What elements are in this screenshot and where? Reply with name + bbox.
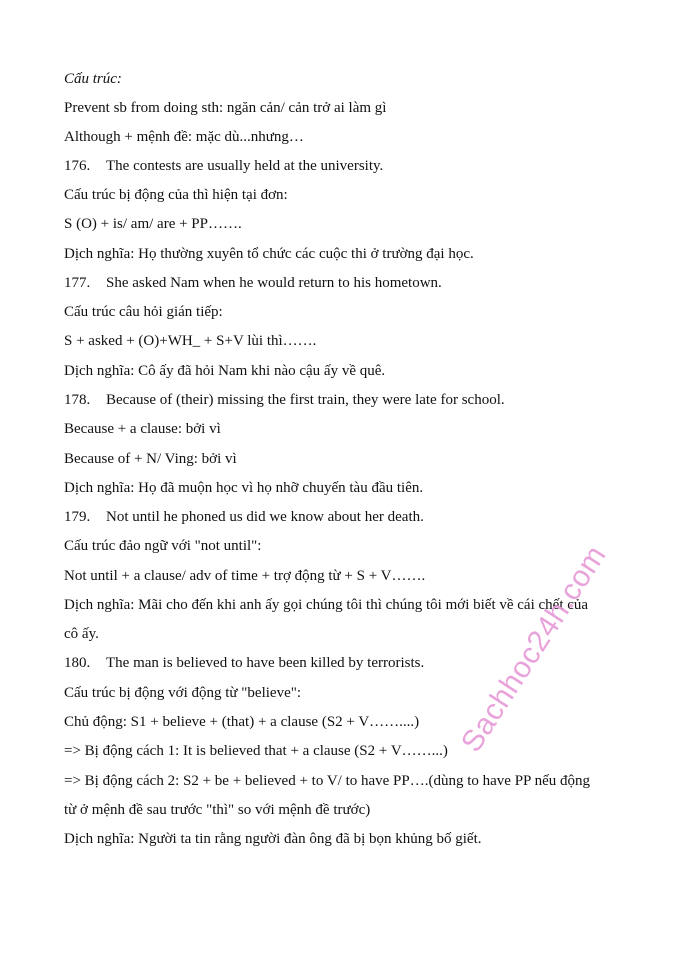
question-text: Because of (their) missing the first train, they were late for school. xyxy=(106,392,505,408)
text-line: S (O) + is/ am/ are + PP……. xyxy=(64,216,242,232)
text-line: từ ở mệnh đề sau trước "thì" so với mệnh đề trước) xyxy=(64,802,371,818)
question-line xyxy=(64,391,660,409)
text-line: Cấu trúc bị động với động từ "believe": xyxy=(64,685,302,701)
text-line: Cấu trúc đảo ngữ với "not until": xyxy=(64,538,262,554)
text-line: Dịch nghĩa: Người ta tin rằng người đàn ông đã bị bọn khủng bố giết. xyxy=(64,831,482,847)
question-line xyxy=(64,654,660,672)
text-line: Chủ động: S1 + believe + (that) + a clause (S2 + V……....) xyxy=(64,714,420,730)
text-line: Although + mệnh đề: mặc dù...nhưng… xyxy=(64,129,304,145)
question-number: 178. xyxy=(64,392,91,408)
text-line: => Bị động cách 2: S2 + be + believed + to V/ to have PP….(dùng to have PP nếu động xyxy=(64,773,590,789)
text-line: Cấu trúc bị động của thì hiện tại đơn: xyxy=(64,187,288,203)
question-text: Not until he phoned us did we know about her death. xyxy=(106,509,424,525)
section-heading: Cấu trúc: xyxy=(64,71,122,87)
text-line: Because + a clause: bởi vì xyxy=(64,421,221,437)
question-number: 176. xyxy=(64,158,91,174)
text-line: Dịch nghĩa: Họ đã muộn học vì họ nhỡ chuyến tàu đầu tiên. xyxy=(64,480,424,496)
question-line xyxy=(64,157,660,175)
text-line: Prevent sb from doing sth: ngăn cản/ cản trở ai làm gì xyxy=(64,100,387,116)
question-number: 179. xyxy=(64,509,91,525)
question-line xyxy=(64,508,660,526)
text-line: S + asked + (O)+WH_ + S+V lùi thì……. xyxy=(64,333,317,349)
text-line: Because of + N/ Ving: bởi vì xyxy=(64,451,237,467)
text-line: => Bị động cách 1: It is believed that + a clause (S2 + V……...) xyxy=(64,743,448,759)
question-line xyxy=(64,274,660,292)
question-number: 180. xyxy=(64,655,91,671)
watermark: Sachhoc24h.com xyxy=(455,539,613,758)
text-line: Dịch nghĩa: Họ thường xuyên tổ chức các cuộc thi ở trường đại học. xyxy=(64,246,474,262)
text-line: cô ấy. xyxy=(64,626,99,642)
question-number: 177. xyxy=(64,275,91,291)
text-line: Dịch nghĩa: Mãi cho đến khi anh ấy gọi chúng tôi thì chúng tôi mới biết về cái chết của xyxy=(64,597,589,613)
text-line: Dịch nghĩa: Cô ấy đã hỏi Nam khi nào cậu ấy về quê. xyxy=(64,363,386,379)
text-line: Cấu trúc câu hỏi gián tiếp: xyxy=(64,304,223,320)
question-text: The man is believed to have been killed by terrorists. xyxy=(106,655,425,671)
question-text: The contests are usually held at the university. xyxy=(106,158,384,174)
question-text: She asked Nam when he would return to his hometown. xyxy=(106,275,442,291)
text-line: Not until + a clause/ adv of time + trợ động từ + S + V……. xyxy=(64,568,426,584)
